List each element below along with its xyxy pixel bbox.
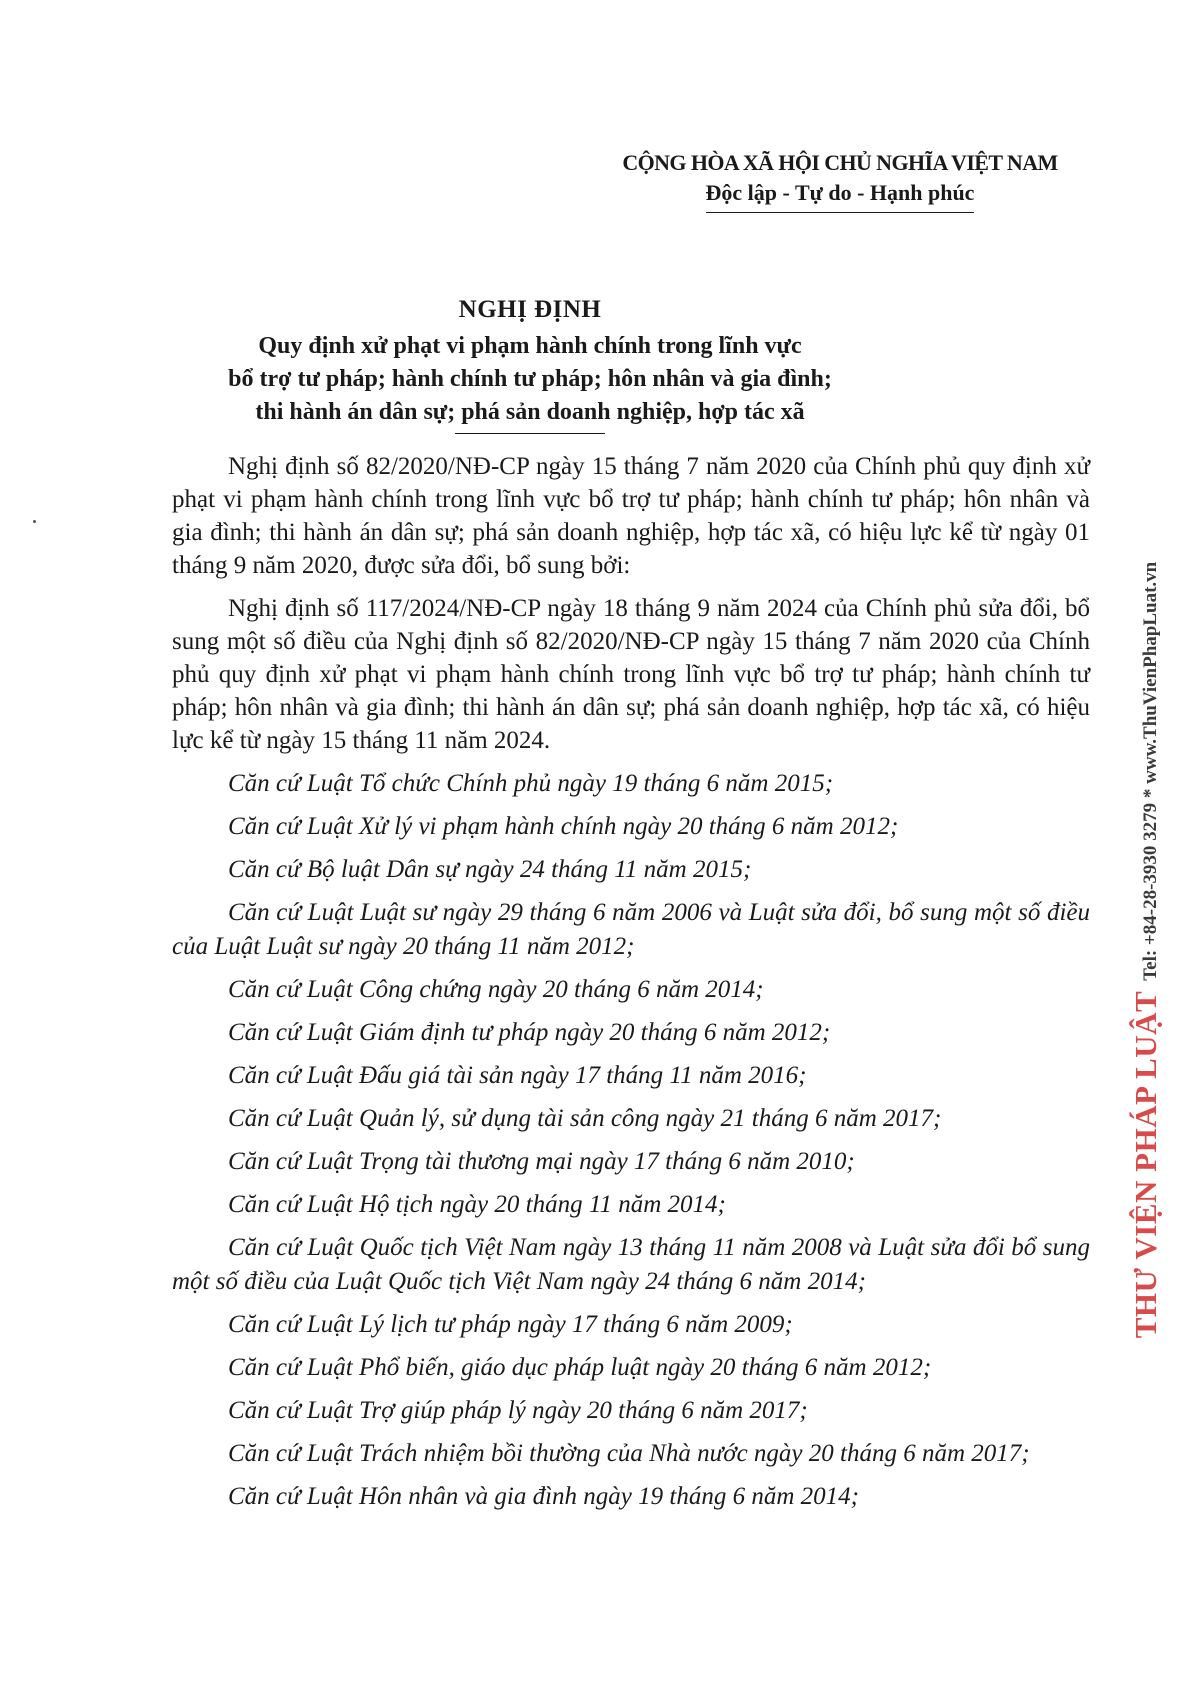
national-header [600, 150, 1080, 213]
legal-basis-item: Căn cứ Luật Luật sư ngày 29 tháng 6 năm 2006 và Luật sửa đổi, bổ sung một số điều của Luật Luật sư ngày 20 tháng 11 năm 2012; [172, 899, 1090, 960]
document-subtitle-line: thi hành án dân sự; phá sản doanh nghiệp, hợp tác xã [255, 399, 805, 425]
legal-basis-item: Căn cứ Luật Xử lý vi phạm hành chính ngày 20 tháng 6 năm 2012; [228, 813, 899, 840]
scan-speck [33, 520, 36, 523]
amendment-paragraph: Nghị định số 117/2024/NĐ-CP ngày 18 tháng 9 năm 2024 của Chính phủ sửa đổi, bổ sung một số điều của Nghị định số 82/2020/NĐ-CP ngày 15 tháng 7 năm 2020 của Chính phủ quy định xử phạt vi phạm hành chính trong lĩnh vực bổ trợ tư pháp; hành chính tư pháp; hôn nhân và gia đình; thi hành án dân sự; phá sản doanh nghiệp, hợp tác xã, có hiệu lực kể từ ngày 15 tháng 11 năm 2024. [172, 595, 1090, 754]
legal-basis-item: Căn cứ Luật Phổ biến, giáo dục pháp luật ngày 20 tháng 6 năm 2012; [228, 1354, 932, 1381]
intro-paragraph: Nghị định số 82/2020/NĐ-CP ngày 15 tháng 7 năm 2020 của Chính phủ quy định xử phạt vi phạm hành chính trong lĩnh vực bổ trợ tư pháp; hành chính tư pháp; hôn nhân và gia đình; thi hành án dân sự; phá sản doanh nghiệp, hợp tác xã, có hiệu lực kể từ ngày 01 tháng 9 năm 2020, được sửa đổi, bổ sung bởi: [172, 453, 1090, 579]
document-title-block [200, 296, 860, 434]
legal-basis-item: Căn cứ Luật Trọng tài thương mại ngày 17 tháng 6 năm 2010; [228, 1148, 855, 1175]
legal-basis-item: Căn cứ Luật Công chứng ngày 20 tháng 6 năm 2014; [228, 976, 764, 1003]
legal-basis-item: Căn cứ Luật Hôn nhân và gia đình ngày 19 tháng 6 năm 2014; [228, 1483, 859, 1510]
legal-basis-item: Căn cứ Luật Hộ tịch ngày 20 tháng 11 năm 2014; [228, 1191, 726, 1218]
title-divider [455, 433, 605, 434]
document-body [172, 450, 1090, 1523]
legal-basis-item: Căn cứ Luật Giám định tư pháp ngày 20 tháng 6 năm 2012; [228, 1019, 831, 1046]
document-type: NGHỊ ĐỊNH [458, 296, 602, 323]
legal-basis-item: Căn cứ Luật Đấu giá tài sản ngày 17 tháng 11 năm 2016; [228, 1062, 807, 1089]
legal-basis-item: Căn cứ Luật Quản lý, sử dụng tài sản công ngày 21 tháng 6 năm 2017; [228, 1105, 942, 1132]
watermark-brand: THƯ VIỆN PHÁP LUẬT [1128, 990, 1163, 1339]
national-motto: Độc lập - Tự do - Hạnh phúc [706, 180, 975, 213]
legal-basis-item: Căn cứ Bộ luật Dân sự ngày 24 tháng 11 năm 2015; [228, 856, 752, 883]
watermark-contact: Tel: +84-28-3930 3279 * www.ThuVienPhapLuat.vn [1140, 561, 1161, 981]
document-subtitle-line: bổ trợ tư pháp; hành chính tư pháp; hôn nhân và gia đình; [228, 366, 832, 392]
document-subtitle-line: Quy định xử phạt vi phạm hành chính trong lĩnh vực [258, 333, 802, 359]
country-name: CỘNG HÒA XÃ HỘI CHỦ NGHĨA VIỆT NAM [622, 150, 1058, 175]
legal-basis-item: Căn cứ Luật Quốc tịch Việt Nam ngày 13 tháng 11 năm 2008 và Luật sửa đổi bổ sung một số điều của Luật Quốc tịch Việt Nam ngày 24 tháng 6 năm 2014; [172, 1234, 1090, 1295]
legal-basis-item: Căn cứ Luật Trách nhiệm bồi thường của Nhà nước ngày 20 tháng 6 năm 2017; [228, 1440, 1030, 1467]
legal-basis-item: Căn cứ Luật Tổ chức Chính phủ ngày 19 tháng 6 năm 2015; [228, 770, 834, 797]
legal-basis-item: Căn cứ Luật Lý lịch tư pháp ngày 17 tháng 6 năm 2009; [228, 1311, 793, 1338]
side-watermark [1128, 562, 1164, 1339]
legal-basis-item: Căn cứ Luật Trợ giúp pháp lý ngày 20 tháng 6 năm 2017; [228, 1397, 808, 1424]
